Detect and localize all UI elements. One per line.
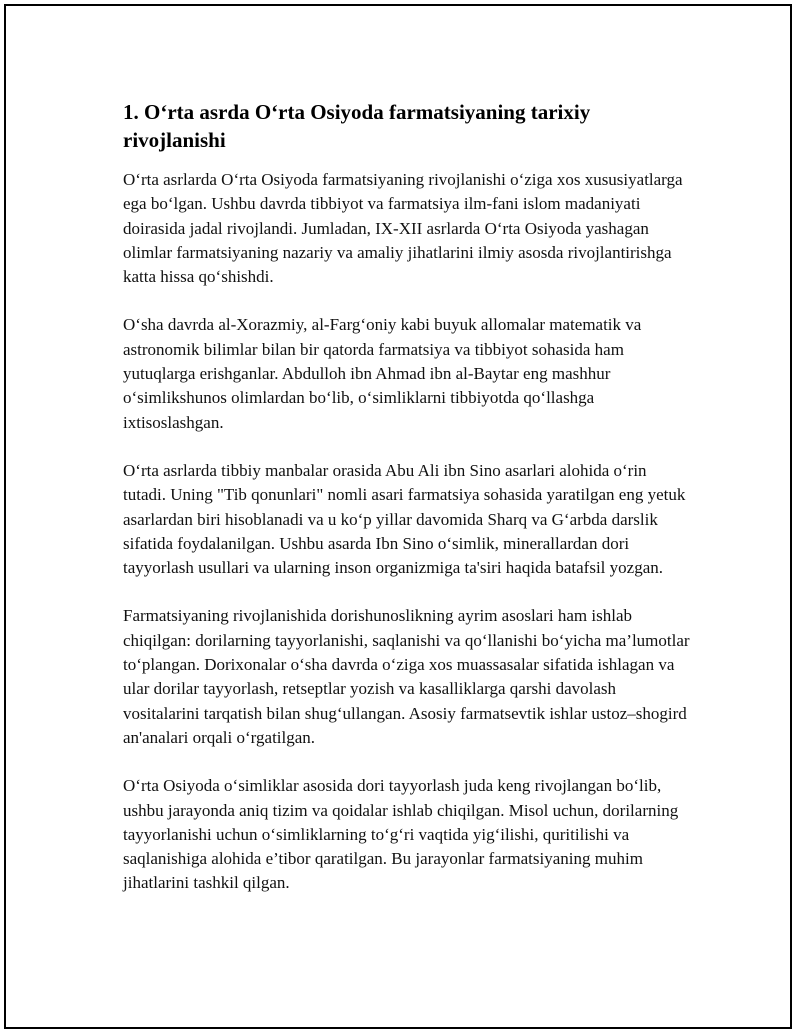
paragraph-5: O‘rta Osiyoda o‘simliklar asosida dori tayyorlash juda keng rivojlangan bo‘lib, ushbu jarayonda aniq tizim va qoidalar ishlab chiqilgan. Misol uchun, dorilarning tayyorlanishi uchun o‘simliklarning to‘g‘ri vaqtida yig‘ilishi, quritilishi va saqlanishiga alohida e’tibor qaratilgan. Bu jarayonlar farmatsiyaning muhim jihatlarini tashkil qilgan. (123, 776, 679, 893)
paragraph-3: O‘rta asrlarda tibbiy manbalar orasida Abu Ali ibn Sino asarlari alohida o‘rin tutadi. Uning "Tib qonunlari" nomli asari farmatsiya sohasida yaratilgan eng yetuk asarlardan biri hisoblanadi va u ko‘p yillar davomida Sharq va G‘arbda darslik sifatida foydalanilgan. Ushbu asarda Ibn Sino o‘simlik, minerallardan dori tayyorlash usullari va ularning inson organizmiga ta'siri haqida batafsil yozgan. (123, 460, 686, 578)
document-body (123, 98, 693, 920)
document-title: 1. O‘rta asrda O‘rta Osiyoda farmatsiyaning tarixiy rivojlanishi (123, 100, 591, 152)
paragraph-4: Farmatsiyaning rivojlanishida dorishunoslikning ayrim asoslari ham ishlab chiqilgan: dorilarning tayyorlanishi, saqlanishi va qo‘llanishi bo‘yicha ma’lumotlar to‘plangan. Dorixonalar o‘sha davrda o‘ziga xos muassasalar sifatida ishlagan va ular dorilar tayyorlash, retseptlar yozish va kasalliklarga qarshi davolash vositalarini tarqatish bilan shug‘ullangan. Asosiy farmatsevtik ishlar ustoz–shogird an'analari orqali o‘rgatilgan. (123, 606, 690, 747)
paragraph-2: O‘sha davrda al-Xorazmiy, al-Farg‘oniy kabi buyuk allomalar matematik va astronomik bilimlar bilan bir qatorda farmatsiya va tibbiyot sohasida ham yutuqlarga erishganlar. Abdulloh ibn Ahmad ibn al-Baytar eng mashhur o‘simlikshunos olimlardan bo‘lib, o‘simliklarni tibbiyotda qo‘llashga ixtisoslashgan. (123, 315, 642, 432)
paragraph-1: O‘rta asrlarda O‘rta Osiyoda farmatsiyaning rivojlanishi o‘ziga xos xususiyatlarga ega bo‘lgan. Ushbu davrda tibbiyot va farmatsiya ilm-fani islom madaniyati doirasida jadal rivojlandi. Jumladan, IX-XII asrlarda O‘rta Osiyoda yashagan olimlar farmatsiyaning nazariy va amaliy jihatlarini ilmiy asosda rivojlantirishga katta hissa qo‘shishdi. (123, 170, 683, 287)
page-frame (4, 4, 792, 1029)
